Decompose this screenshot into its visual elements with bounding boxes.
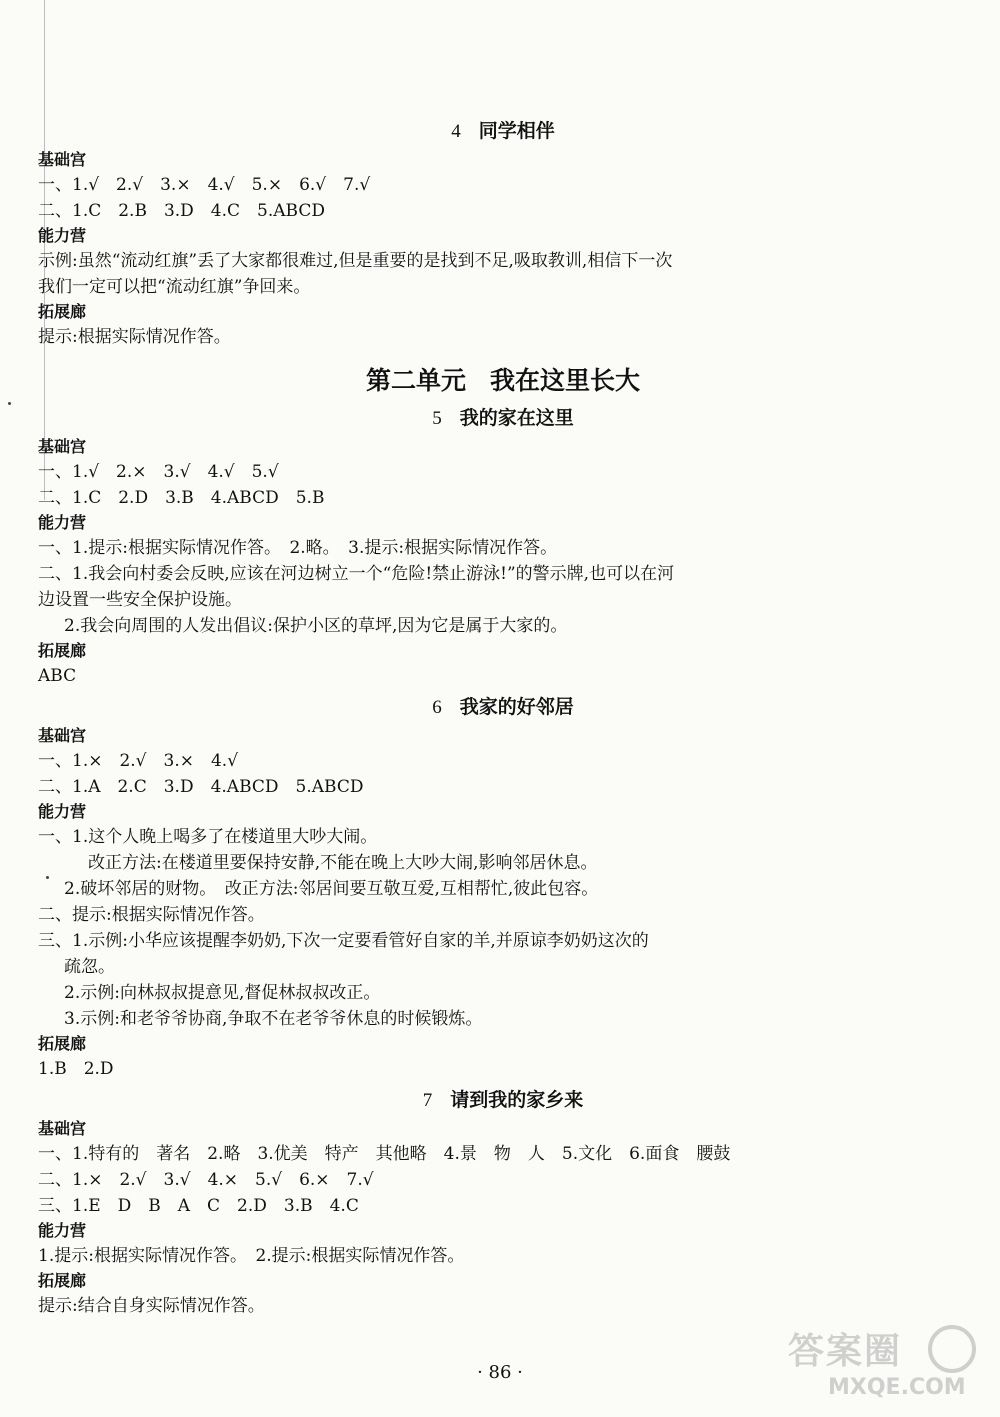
ability-heading: 能力营 [38, 513, 87, 532]
extend-heading: 拓展廊 [38, 302, 87, 321]
answer-line: 二、1.× 2.√ 3.√ 4.× 5.√ 6.× 7.√ [38, 1170, 374, 1190]
ability-heading: 能力营 [38, 226, 87, 245]
answer-key-content [38, 113, 968, 1319]
answer-line: 二、1.C 2.B 3.D 4.C 5.ABCD [38, 201, 325, 221]
lesson-7-title: 7 请到我的家乡来 [422, 1089, 584, 1111]
watermark-text: 答案圈 [788, 1331, 903, 1372]
extend-heading: 拓展廊 [38, 641, 87, 660]
lesson-6-title: 6 我家的好邻居 [432, 696, 574, 718]
answer-line: 三、1.示例:小华应该提醒李奶奶,下次一定要看管好自家的羊,并原谅李奶奶这次的 [38, 931, 649, 951]
answer-line: 二、提示:根据实际情况作答。 [38, 905, 265, 925]
answer-line: 一、1.提示:根据实际情况作答。 2.略。 3.提示:根据实际情况作答。 [38, 538, 558, 558]
answer-line: 2.示例:向林叔叔提意见,督促林叔叔改正。 [64, 983, 381, 1003]
lesson-4-title: 4 同学相伴 [451, 120, 555, 142]
basic-heading: 基础宫 [38, 726, 87, 745]
answer-line: 示例:虽然“流动红旗”丢了大家都很难过,但是重要的是找到不足,吸取教训,相信下一次 [38, 251, 673, 271]
answer-line: 一、1.这个人晚上喝多了在楼道里大吵大闹。 [38, 827, 378, 847]
answer-line: 一、1.√ 2.√ 3.× 4.√ 5.× 6.√ 7.√ [38, 175, 371, 195]
answer-line: 三、1.E D B A C 2.D 3.B 4.C [38, 1196, 359, 1216]
lesson-5-title: 5 我的家在这里 [432, 407, 574, 429]
unit-2-title: 第二单元 我在这里长大 [365, 366, 641, 395]
answer-line: 提示:根据实际情况作答。 [38, 327, 231, 347]
answer-line: 2.我会向周围的人发出倡议:保护小区的草坪,因为它是属于大家的。 [64, 616, 568, 636]
scan-speck [8, 402, 11, 405]
answer-line: 疏忽。 [64, 957, 115, 977]
ability-heading: 能力营 [38, 1221, 87, 1240]
extend-heading: 拓展廊 [38, 1034, 87, 1053]
answer-line: 2.破坏邻居的财物。 改正方法:邻居间要互敬互爱,互相帮忙,彼此包容。 [64, 879, 599, 899]
answer-line: 我们一定可以把“流动红旗”争回来。 [38, 277, 311, 297]
answer-line: 提示:结合自身实际情况作答。 [38, 1296, 265, 1316]
watermark-url: MXQE.COM [828, 1375, 966, 1400]
ability-heading: 能力营 [38, 802, 87, 821]
page-number: · 86 · [477, 1362, 523, 1383]
watermark-circle-icon [928, 1325, 976, 1373]
answer-line: 1.提示:根据实际情况作答。 2.提示:根据实际情况作答。 [38, 1246, 465, 1266]
extend-heading: 拓展廊 [38, 1271, 87, 1290]
answer-line: 二、1.A 2.C 3.D 4.ABCD 5.ABCD [38, 777, 364, 797]
answer-line: 边设置一些安全保护设施。 [38, 590, 242, 610]
answer-line: 改正方法:在楼道里要保持安静,不能在晚上大吵大闹,影响邻居休息。 [88, 853, 598, 873]
answer-line: 一、1.特有的 著名 2.略 3.优美 特产 其他略 4.景 物 人 5.文化 6.面食 腰鼓 [38, 1144, 731, 1164]
answer-line: 一、1.× 2.√ 3.× 4.√ [38, 751, 239, 771]
basic-heading: 基础宫 [38, 1119, 87, 1138]
answer-line: 3.示例:和老爷爷协商,争取不在老爷爷休息的时候锻炼。 [64, 1009, 483, 1029]
answer-line: 二、1.我会向村委会反映,应该在河边树立一个“危险!禁止游泳!”的警示牌,也可以在河 [38, 564, 675, 584]
answer-line: 二、1.C 2.D 3.B 4.ABCD 5.B [38, 488, 325, 508]
watermark-logo [788, 1323, 988, 1409]
basic-heading: 基础宫 [38, 150, 87, 169]
answer-line: ABC [38, 666, 77, 686]
answer-line: 1.B 2.D [38, 1059, 114, 1079]
basic-heading: 基础宫 [38, 437, 87, 456]
answer-line: 一、1.√ 2.× 3.√ 4.√ 5.√ [38, 462, 279, 482]
